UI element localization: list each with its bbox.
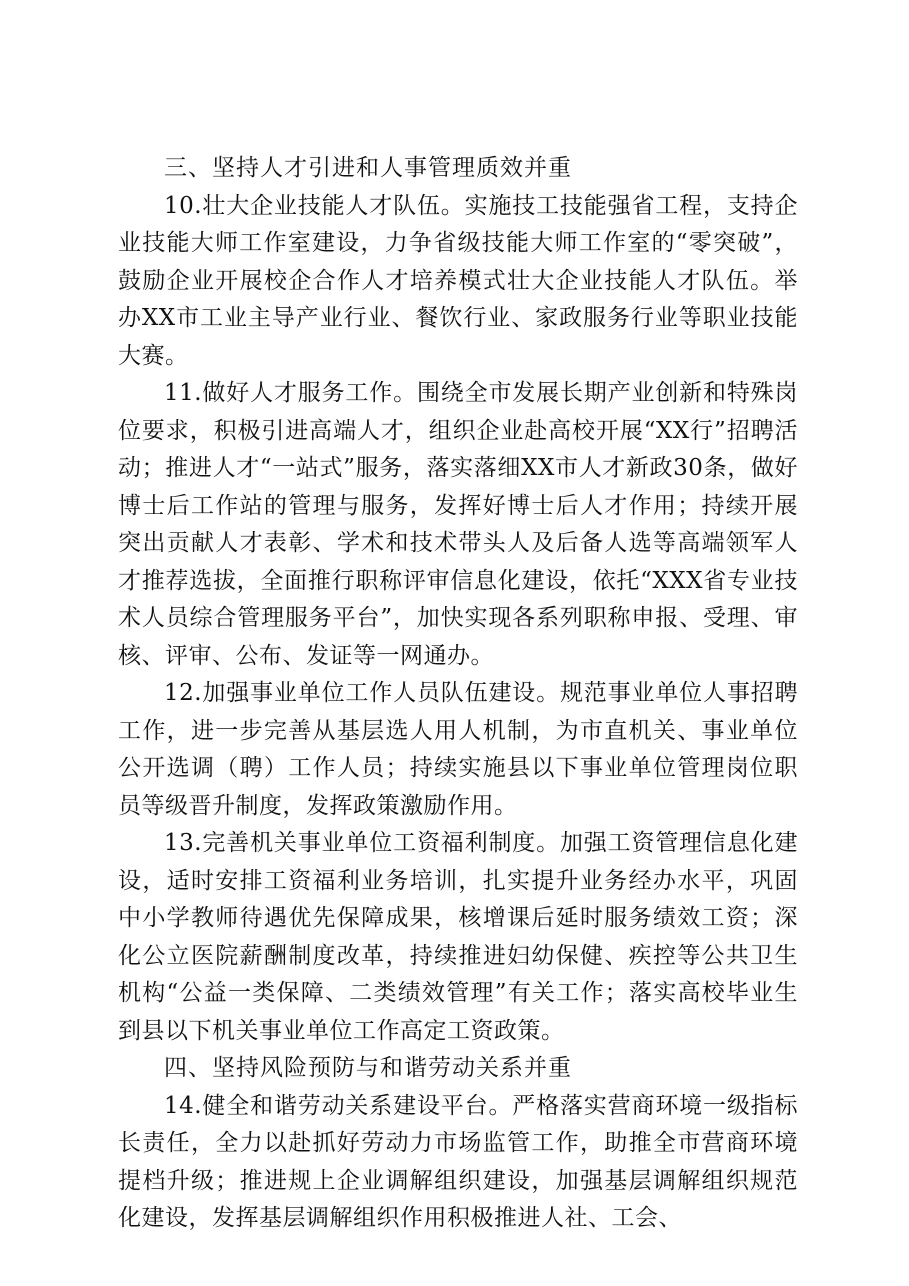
paragraph-item-11: 11.做好人才服务工作。围绕全市发展长期产业创新和特殊岗位要求，积极引进高端人才，组织企业赴高校开展“XX行”招聘活动；推进人才“一站式”服务，落实落细XX市人才新政30条，做好博士后工作站的管理与服务，发挥好博士后人才作用；持续开展突出贡献人才表彰、学术和技术带头人及后备人选等高端领军人才推荐选拔，全面推行职称评审信息化建设，依托“XXX省专业技术人员综合管理服务平台”，加快实现各系列职称申报、受理、审核、评审、公布、发证等一网通办。 <box>118 380 798 669</box>
section-heading-4: 四、坚持风险预防与和谐劳动关系并重 <box>164 1055 572 1081</box>
paragraph-item-10: 10.壮大企业技能人才队伍。实施技工技能强省工程，支持企业技能大师工作室建设，力争省级技能大师工作室的“零突破”，鼓励企业开展校企合作人才培养模式壮大企业技能人才队伍。举办XX市工业主导产业行业、餐饮行业、家政服务行业等职业技能大赛。 <box>118 192 798 369</box>
document-body <box>118 150 798 1238</box>
section-heading-3: 三、坚持人才引进和人事管理质效并重 <box>164 155 572 181</box>
paragraph-item-12: 12.加强事业单位工作人员队伍建设。规范事业单位人事招聘工作，进一步完善从基层选人用人机制，为市直机关、事业单位公开选调（聘）工作人员；持续实施县以下事业单位管理岗位职员等级晋升制度，发挥政策激励作用。 <box>118 680 798 819</box>
paragraph-item-13: 13.完善机关事业单位工资福利制度。加强工资管理信息化建设，适时安排工资福利业务培训，扎实提升业务经办水平，巩固中小学教师待遇优先保障成果，核增课后延时服务绩效工资；深化公立医院薪酬制度改革，持续推进妇幼保健、疾控等公共卫生机构“公益一类保障、二类绩效管理”有关工作；落实高校毕业生到县以下机关事业单位工作高定工资政策。 <box>118 830 798 1044</box>
paragraph-item-14: 14.健全和谐劳动关系建设平台。严格落实营商环境一级指标长责任，全力以赴抓好劳动力市场监管工作，助推全市营商环境提档升级；推进规上企业调解组织建设，加强基层调解组织规范化建设，发挥基层调解组织作用积极推进人社、工会、 <box>118 1092 798 1231</box>
